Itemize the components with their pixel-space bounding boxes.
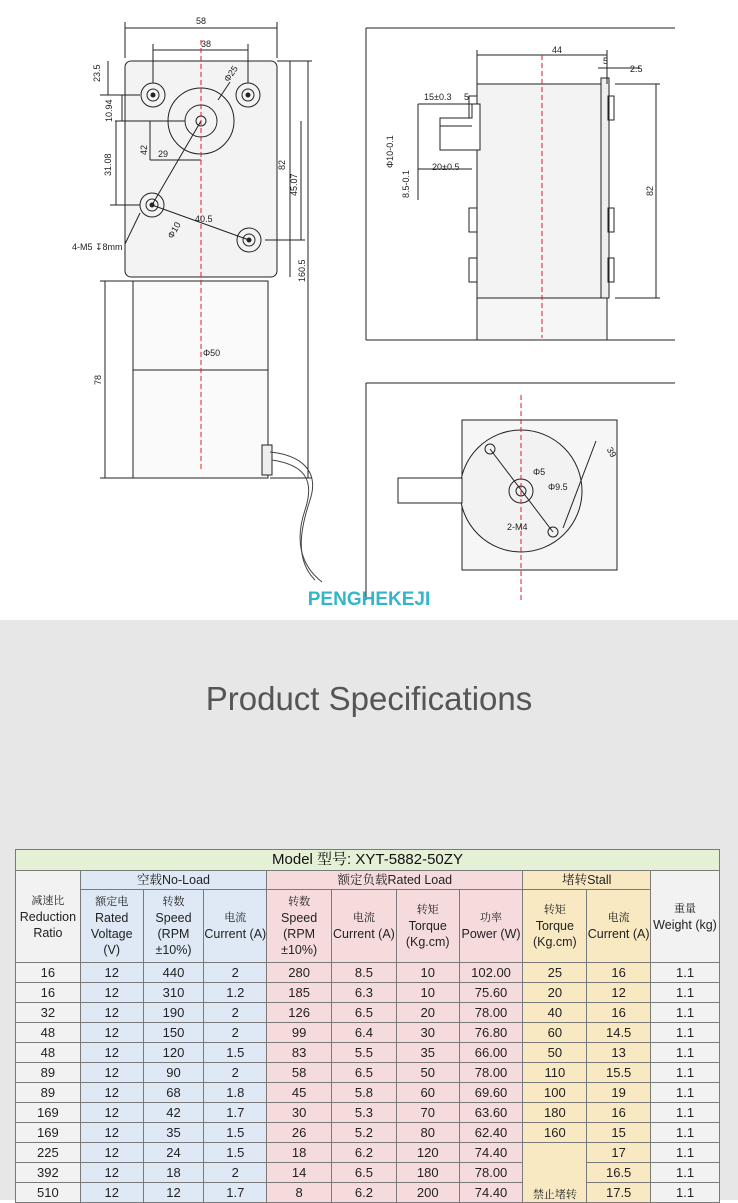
header-torque: 转矩 Torque (Kg.cm) xyxy=(396,890,459,963)
table-cell: 25 xyxy=(523,963,587,983)
table-cell: 69.60 xyxy=(459,1083,523,1103)
table-cell: 78.00 xyxy=(459,1163,523,1183)
dim-phi10-shaft: Φ10-0.1 xyxy=(385,135,395,168)
table-cell: 5.5 xyxy=(332,1043,397,1063)
table-cell: 6.5 xyxy=(332,1163,397,1183)
spec-table xyxy=(15,870,720,1203)
dim-phi50: Φ50 xyxy=(203,348,221,358)
table-cell: 12 xyxy=(587,983,651,1003)
table-cell: 24 xyxy=(143,1143,204,1163)
dim-40-5: 40.5 xyxy=(195,214,213,224)
table-cell: 12 xyxy=(80,1083,143,1103)
table-cell: 6.2 xyxy=(332,1183,397,1203)
table-cell: 12 xyxy=(80,1003,143,1023)
table-cell: 12 xyxy=(80,1183,143,1203)
table-cell: 16 xyxy=(587,1103,651,1123)
table-cell: 16 xyxy=(587,963,651,983)
table-cell: 5.3 xyxy=(332,1103,397,1123)
table-cell: 12 xyxy=(80,1163,143,1183)
section-title: Product Specifications xyxy=(205,680,533,717)
table-cell: 2 xyxy=(204,1003,267,1023)
brand-name: PENGHEKEJI xyxy=(307,589,431,610)
table-cell: 15 xyxy=(587,1123,651,1143)
dim-10-94: 10.94 xyxy=(104,99,114,122)
table-cell: 5.8 xyxy=(332,1083,397,1103)
table-cell: 1.1 xyxy=(651,963,720,983)
dim-23-5: 23.5 xyxy=(92,64,102,82)
table-cell: 6.4 xyxy=(332,1023,397,1043)
table-cell: 200 xyxy=(396,1183,459,1203)
dim-45-07: 45.07 xyxy=(289,173,299,196)
table-cell: 48 xyxy=(16,1043,81,1063)
table-cell: 440 xyxy=(143,963,204,983)
table-cell: 1.1 xyxy=(651,1183,720,1203)
table-cell: 62.40 xyxy=(459,1123,523,1143)
table-cell: 1.1 xyxy=(651,1103,720,1123)
table-cell: 10 xyxy=(396,963,459,983)
table-cell: 280 xyxy=(267,963,332,983)
table-cell: 78.00 xyxy=(459,1003,523,1023)
table-cell: 1.1 xyxy=(651,1063,720,1083)
dim-20: 20±0.5 xyxy=(432,162,460,172)
table-row xyxy=(16,1143,720,1163)
table-cell: 89 xyxy=(16,1083,81,1103)
group-noload: 空载No-Load xyxy=(80,871,266,890)
table-cell: 83 xyxy=(267,1043,332,1063)
dim-31-08: 31.08 xyxy=(103,153,113,176)
group-stall: 堵转Stall xyxy=(523,871,651,890)
table-cell: 5.2 xyxy=(332,1123,397,1143)
dim-44: 44 xyxy=(552,45,563,55)
table-cell: 14 xyxy=(267,1163,332,1183)
group-rated: 额定负载Rated Load xyxy=(267,871,523,890)
table-cell: 1.7 xyxy=(204,1183,267,1203)
dim-5-side: 5 xyxy=(603,56,609,66)
table-cell: 1.1 xyxy=(651,1003,720,1023)
dim-39: 39 xyxy=(604,445,619,460)
table-cell: 17 xyxy=(587,1143,651,1163)
table-cell: 19 xyxy=(587,1083,651,1103)
table-cell: 1.1 xyxy=(651,983,720,1003)
table-cell: 18 xyxy=(143,1163,204,1183)
table-cell: 12 xyxy=(80,1043,143,1063)
table-cell: 6.5 xyxy=(332,1063,397,1083)
table-row xyxy=(16,1123,720,1143)
dim-phi9-5: Φ9.5 xyxy=(548,482,568,492)
table-cell: 60 xyxy=(396,1083,459,1103)
table-cell: 12 xyxy=(80,1103,143,1123)
table-cell: 66.00 xyxy=(459,1043,523,1063)
table-cell: 35 xyxy=(143,1123,204,1143)
table-cell: 180 xyxy=(523,1103,587,1123)
header-rated-speed: 转数 Speed (RPM ±10%) xyxy=(267,890,332,963)
header-current: 电流 Current (A) xyxy=(204,890,267,963)
table-cell: 100 xyxy=(523,1083,587,1103)
table-cell: 10 xyxy=(396,983,459,1003)
table-cell: 1.5 xyxy=(204,1143,267,1163)
table-cell: 16 xyxy=(16,983,81,1003)
table-cell: 12 xyxy=(80,1123,143,1143)
table-cell: 12 xyxy=(80,1143,143,1163)
table-cell: 80 xyxy=(396,1123,459,1143)
table-cell: 13 xyxy=(587,1043,651,1063)
table-cell: 50 xyxy=(396,1063,459,1083)
table-cell: 12 xyxy=(80,983,143,1003)
table-row xyxy=(16,1163,720,1183)
table-cell: 126 xyxy=(267,1003,332,1023)
spec-table-body xyxy=(16,963,720,1203)
header-stall-current: 电流 Current (A) xyxy=(587,890,651,963)
header-voltage: 额定电 Rated Voltage (V) xyxy=(80,890,143,963)
table-cell: 90 xyxy=(143,1063,204,1083)
table-row xyxy=(16,1043,720,1063)
table-cell: 1.1 xyxy=(651,1023,720,1043)
table-cell: 20 xyxy=(396,1003,459,1023)
dim-phi10-label: Φ10 xyxy=(165,220,183,241)
dim-2-5: 2.5 xyxy=(630,64,643,74)
table-cell: 16 xyxy=(16,963,81,983)
dim-8-5: 8.5-0.1 xyxy=(401,169,411,198)
table-cell: 6.5 xyxy=(332,1003,397,1023)
table-cell: 1.1 xyxy=(651,1143,720,1163)
header-speed: 转数 Speed (RPM ±10%) xyxy=(143,890,204,963)
table-cell: 70 xyxy=(396,1103,459,1123)
table-cell: 42 xyxy=(143,1103,204,1123)
table-cell: 89 xyxy=(16,1063,81,1083)
table-cell: 1.8 xyxy=(204,1083,267,1103)
table-row xyxy=(16,1083,720,1103)
table-cell: 1.1 xyxy=(651,1163,720,1183)
table-cell: 160 xyxy=(523,1123,587,1143)
dim-15: 15±0.3 xyxy=(424,92,452,102)
dim-29: 29 xyxy=(158,149,169,159)
table-cell: 16 xyxy=(587,1003,651,1023)
table-cell: 63.60 xyxy=(459,1103,523,1123)
table-cell: 35 xyxy=(396,1043,459,1063)
table-cell: 180 xyxy=(396,1163,459,1183)
table-cell: 1.2 xyxy=(204,983,267,1003)
table-cell: 110 xyxy=(523,1063,587,1083)
table-cell: 185 xyxy=(267,983,332,1003)
table-cell: 12 xyxy=(80,1063,143,1083)
table-row xyxy=(16,1103,720,1123)
table-cell: 1.5 xyxy=(204,1123,267,1143)
dim-160-5: 160.5 xyxy=(297,259,307,282)
table-row xyxy=(16,983,720,1003)
stall-forbidden-cell: 禁止堵转 xyxy=(523,1143,587,1203)
table-cell: 68 xyxy=(143,1083,204,1103)
table-cell: 6.3 xyxy=(332,983,397,1003)
table-cell: 74.40 xyxy=(459,1183,523,1203)
table-cell: 2 xyxy=(204,963,267,983)
dim-2-m4: 2-M4 xyxy=(507,522,528,532)
table-cell: 510 xyxy=(16,1183,81,1203)
table-cell: 190 xyxy=(143,1003,204,1023)
table-cell: 50 xyxy=(523,1043,587,1063)
dim-phi5: Φ5 xyxy=(533,467,546,477)
table-cell: 30 xyxy=(396,1023,459,1043)
table-cell: 8.5 xyxy=(332,963,397,983)
table-cell: 6.2 xyxy=(332,1143,397,1163)
table-cell: 2 xyxy=(204,1163,267,1183)
header-power: 功率 Power (W) xyxy=(459,890,523,963)
table-cell: 310 xyxy=(143,983,204,1003)
table-cell: 169 xyxy=(16,1123,81,1143)
spec-table-wrapper xyxy=(15,849,720,1203)
table-cell: 16.5 xyxy=(587,1163,651,1183)
table-cell: 40 xyxy=(523,1003,587,1023)
table-cell: 12 xyxy=(80,963,143,983)
table-cell: 1.1 xyxy=(651,1123,720,1143)
table-row xyxy=(16,963,720,983)
table-cell: 32 xyxy=(16,1003,81,1023)
table-cell: 99 xyxy=(267,1023,332,1043)
table-cell: 1.1 xyxy=(651,1083,720,1103)
dim-5-shaft: 5 xyxy=(464,92,470,102)
header-stall-torque: 转矩 Torque (Kg.cm) xyxy=(523,890,587,963)
header-ratio: 减速比 Reduction Ratio xyxy=(16,871,81,963)
table-cell: 60 xyxy=(523,1023,587,1043)
table-cell: 2 xyxy=(204,1023,267,1043)
table-cell: 78.00 xyxy=(459,1063,523,1083)
table-cell: 14.5 xyxy=(587,1023,651,1043)
specifications-section xyxy=(0,620,738,1200)
table-cell: 17.5 xyxy=(587,1183,651,1203)
dim-phi25-label: Φ25 xyxy=(221,63,240,84)
table-cell: 74.40 xyxy=(459,1143,523,1163)
table-cell: 58 xyxy=(267,1063,332,1083)
table-row xyxy=(16,1023,720,1043)
table-cell: 8 xyxy=(267,1183,332,1203)
table-cell: 150 xyxy=(143,1023,204,1043)
table-row xyxy=(16,1003,720,1023)
table-cell: 1.1 xyxy=(651,1043,720,1063)
table-cell: 120 xyxy=(396,1143,459,1163)
table-cell: 75.60 xyxy=(459,983,523,1003)
table-cell: 169 xyxy=(16,1103,81,1123)
table-cell: 15.5 xyxy=(587,1063,651,1083)
table-cell: 2 xyxy=(204,1063,267,1083)
table-cell: 1.5 xyxy=(204,1043,267,1063)
dim-38: 38 xyxy=(200,39,212,49)
dim-58: 58 xyxy=(195,16,207,26)
table-cell: 120 xyxy=(143,1043,204,1063)
header-rated-current: 电流 Current (A) xyxy=(332,890,397,963)
table-cell: 76.80 xyxy=(459,1023,523,1043)
dim-82-front: 82 xyxy=(277,159,287,170)
dim-78: 78 xyxy=(93,374,103,385)
dim-82-side: 82 xyxy=(645,185,655,196)
table-cell: 1.7 xyxy=(204,1103,267,1123)
table-cell: 18 xyxy=(267,1143,332,1163)
model-label: Model 型号: XYT-5882-50ZY xyxy=(15,849,720,870)
table-row xyxy=(16,1063,720,1083)
table-cell: 45 xyxy=(267,1083,332,1103)
table-cell: 20 xyxy=(523,983,587,1003)
table-cell: 30 xyxy=(267,1103,332,1123)
table-cell: 48 xyxy=(16,1023,81,1043)
dim-42: 42 xyxy=(139,144,149,155)
table-cell: 12 xyxy=(80,1023,143,1043)
dim-4-m5: 4-M5 ↧8mm xyxy=(72,242,123,252)
table-cell: 392 xyxy=(16,1163,81,1183)
table-cell: 102.00 xyxy=(459,963,523,983)
header-weight: 重量 Weight (kg) xyxy=(651,871,720,963)
table-cell: 26 xyxy=(267,1123,332,1143)
table-cell: 12 xyxy=(143,1183,204,1203)
table-cell: 225 xyxy=(16,1143,81,1163)
